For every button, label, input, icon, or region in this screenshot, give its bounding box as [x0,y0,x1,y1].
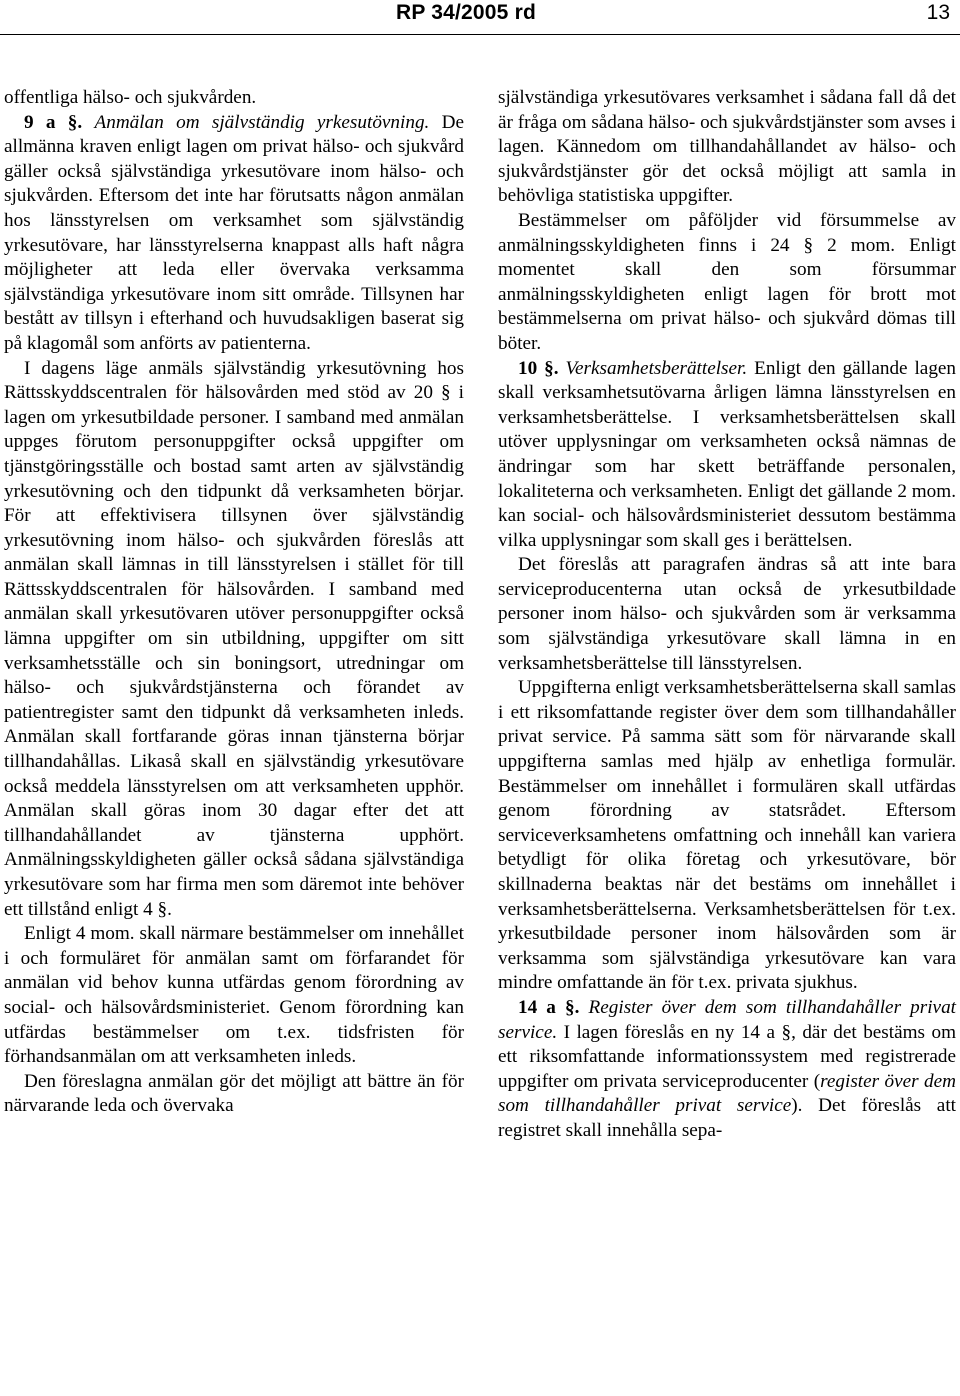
paragraph: Bestämmelser om påföljder vid försummelse av anmälningsskyldigheten finns i 24 § 2 mom. Enligt momentet skall den som försummar anmälningsskyldigheten enligt lagen för brott mot bestämmelserna om privat hälso- och sjukvård dömas till böter. [498,209,956,354]
paragraph: Enligt 4 mom. skall närmare bestämmelser om innehållet i och formuläret för anmälan samt om förfarandet för anmälan vid behov kunna utfärdas genom förordning av social- och hälsovårdsministeriet. Genom förordning kan utfärdas bestämmelser om t.ex. tidsfristen för förhandsanmälan om att verksamheten inleds. [4,923,464,1068]
paragraph: Uppgifterna enligt verksamhetsberättelserna skall samlas i ett riksomfattande register över dem som tillhandahåller privat service. På samma sätt som för närvarande skall uppgifterna samlas med hjälp av enhetliga formulär. Bestämmelser om innehållet i formulären skall utfärdas genom förordning av statsrådet. Eftersom serviceverksamhetens omfattning och innehåll kan variera betydligt för olika företag och yrkesutövare, bör skillnaderna beaktas när det bestäms om innehållet i verksamhetsberättelserna. Verksamhetsberättelsen för t.ex. yrkesutbildade personer inom hälsovården som är verksamma som självständiga yrkesutövare kan vara mindre omfattande än för t.ex. privata sjukhus. [498,677,956,994]
paragraph: Den föreslagna anmälan gör det möjligt att bättre än för närvarande leda och övervaka [4,1070,464,1117]
section-title: Register över dem som tillhandahåller privat service. [498,996,956,1043]
register-name: register över dem som tillhandahåller privat service [498,1070,956,1117]
section-number: 10 §. [518,357,559,379]
document-id: RP 34/2005 rd [396,1,536,24]
section-9a [4,111,464,357]
paragraph: I dagens läge anmäls självständig yrkesutövning hos Rättsskyddscentralen för hälsovården med stöd av 20 § i lagen om yrkesutbildade personer. I samband med anmälan uppges förutom personuppgifter också uppgifter om tjänstgöringsställe och bostad samt arten av självständig yrkesutövning och den tidpunkt då verksamheten börjar. För att effektivisera tillsynen över självständig yrkesutövning inom hälso- och sjukvården föreslås att anmälan skall lämnas in till länsstyrelsen i stället för till Rättsskyddscentralen för hälsovården. I samband med anmälan skall yrkesutövaren utöver personuppgifter också lämna uppgifter om sin utbildning, uppgifter om sitt verksamhetsställe och sin boningsort, utredningar om hälso- och sjukvårdstjänsterna och förandet av patientregister samt den tidpunkt då verksamheten inleds. Anmälan skall fortfarande göras innan tjänsterna börjar tillhandahållas. Likaså skall en självständig yrkesutövare också meddela länsstyrelsen om att verksamheten upphör. Anmälan skall göras inom 30 dagar efter det att tillhandahållandet av tjänsterna upphört. Anmälningsskyldigheten gäller också sådana självständiga yrkesutövare som har firma men som däremot inte behöver ett tillstånd enligt 4 §. [4,357,464,920]
paragraph: självständiga yrkesutövares verksamhet i sådana fall då det är fråga om sådana hälso- och sjukvårdstjänster som avses i lagen. Kännedom om tillhandahållandet av hälso- och sjukvårdstjänster gör det också möjligt att samla in behövliga statistiska uppgifter. [498,87,956,207]
right-column [498,86,956,1144]
page-number: 13 [926,1,950,24]
section-10 [498,357,956,554]
section-number: 14 a §. [518,996,580,1018]
section-body: Enligt den gällande lagen skall verksamhetsutövarna årligen lämna länsstyrelsen en verksamhetsberättelse. I verksamhetsberättelsen skall utöver upplysningar om verksamheten också nämnas de ändringar som har skett beträffande personalen, lokaliteterna och verksamheten. Enligt det gällande 2 mom. kan social- och hälsovårdsministeriet dessutom bestämma vilka upplysningar som skall ges i berättelsen. [498,357,957,551]
paragraph: Det föreslås att paragrafen ändras så att inte bara serviceproducenterna utan också de yrkesutbildade personer inom hälso- och sjukvården som är verksamma som självständiga yrkesutövare skall lämna in en verksamhetsberättelse till länsstyrelsen. [498,554,956,674]
section-title: Verksamhetsberättelser. [565,357,748,379]
section-title: Anmälan om självständig yrkesutövning. [94,111,430,133]
section-14a [498,996,956,1144]
left-column [4,86,464,1119]
section-body: De allmänna kraven enligt lagen om privat hälso- och sjukvård gäller också självständiga yrkesutövare inom hälso- och sjukvården. Eftersom det inte har förutsatts någon anmälan hos länsstyrelsen om verksamhet som självständig yrkesutövare, har länsstyrelserna knappast alls haft några möjligheter att leda eller övervaka verksamma självständiga yrkesutövare inom sitt område. Tillsynen har bestått av tillsyn i efterhand och huvudsakligen baserat sig på klagomål som anförts av patienterna. [4,111,465,354]
paragraph: offentliga hälso- och sjukvården. [4,87,257,108]
section-number: 9 a §. [24,111,83,133]
section-body: I lagen föreslås en ny 14 a §, där det bestäms om ett riksomfattande informationssystem med registrerade uppgifter om privata serviceproducenter ( [498,1021,957,1092]
page-header [0,0,960,35]
section-body-end: ). Det föreslås att registret skall innehålla sepa- [498,1095,956,1141]
